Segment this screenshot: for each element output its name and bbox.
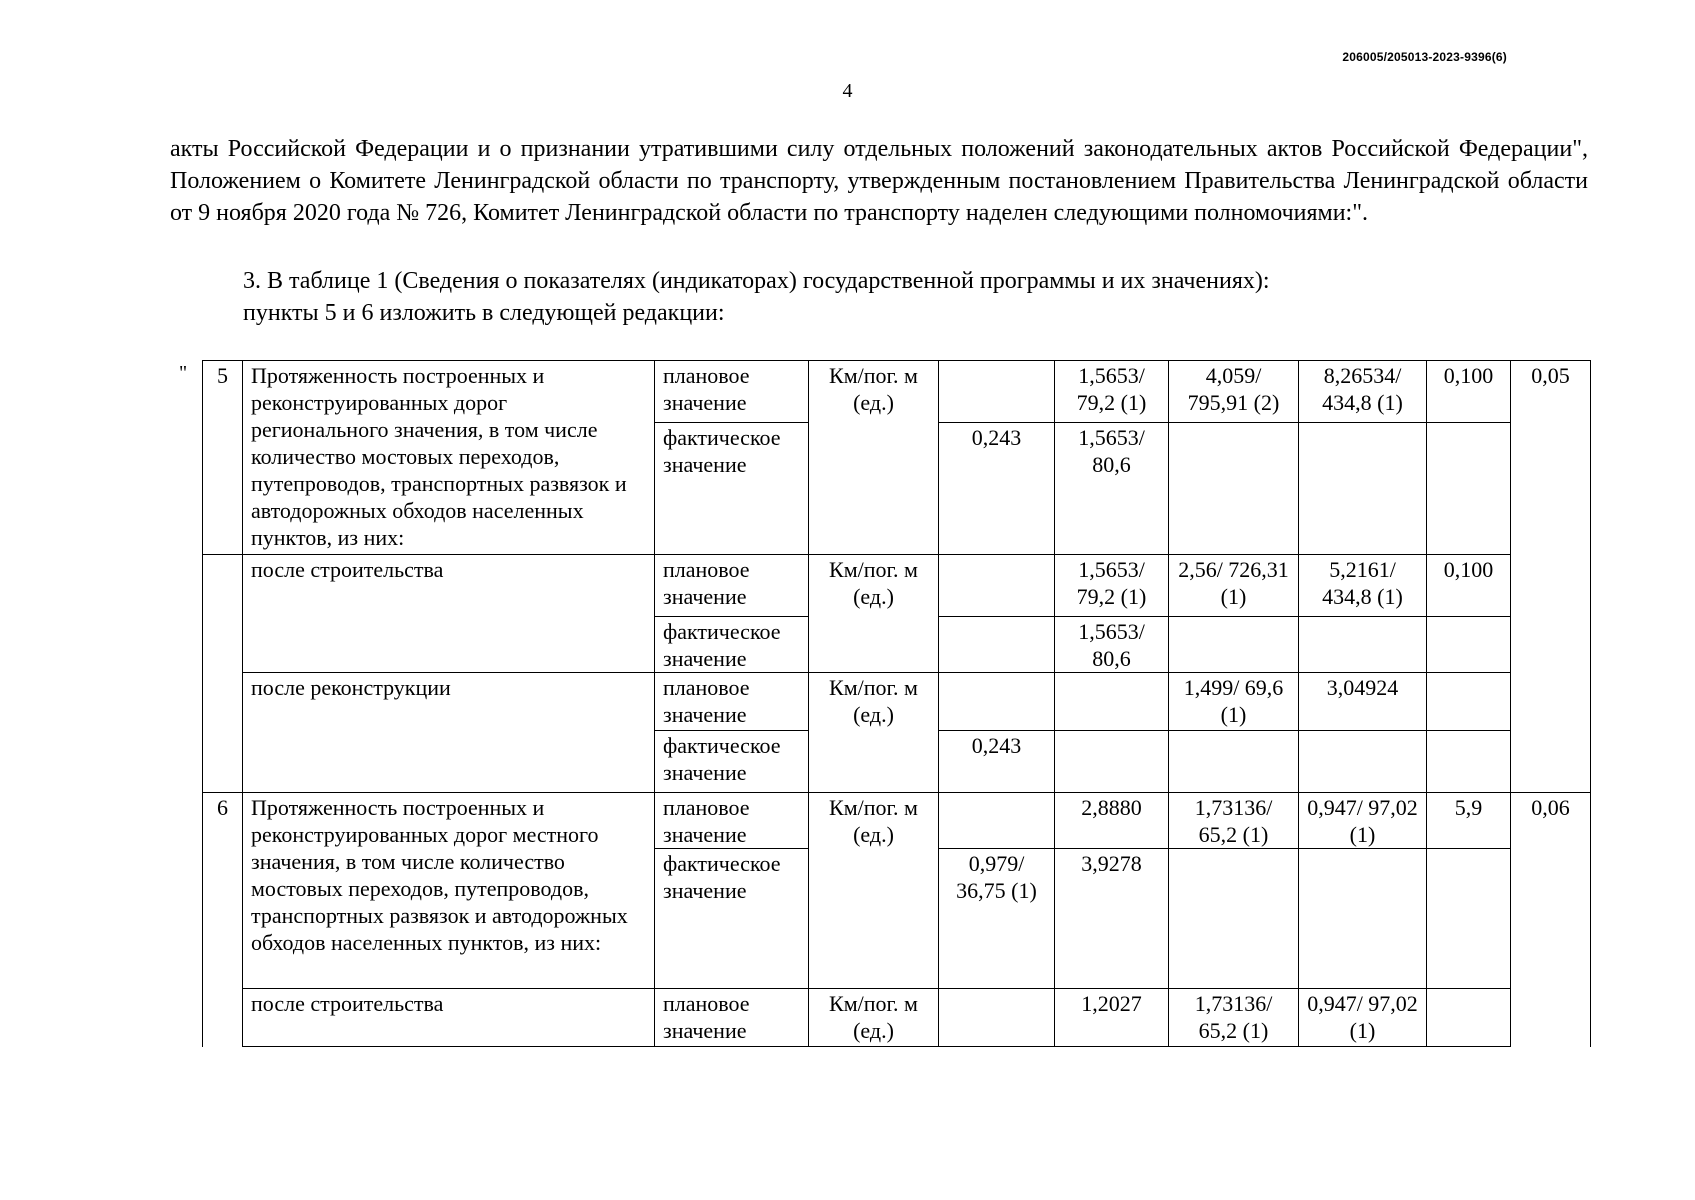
row-number: 6 (203, 793, 243, 1047)
value-type: фактическое значение (655, 849, 809, 989)
value-type: плановое значение (655, 555, 809, 617)
value-cell: 1,5653/ 79,2 (1) (1055, 555, 1169, 617)
value-cell: 1,5653/ 80,6 (1055, 423, 1169, 555)
value-cell: 2,8880 (1055, 793, 1169, 849)
value-cell: 0,947/ 97,02 (1) (1299, 793, 1427, 849)
item3-line2: пункты 5 и 6 изложить в следующей редакции: (243, 300, 725, 326)
value-cell (939, 793, 1055, 849)
value-cell (1299, 617, 1427, 673)
value-type: фактическое значение (655, 423, 809, 555)
value-cell: 1,5653/ 80,6 (1055, 617, 1169, 673)
value-cell: 0,06 (1511, 793, 1591, 1047)
value-type: плановое значение (655, 989, 809, 1047)
row-number-empty (203, 555, 243, 793)
value-cell: 1,2027 (1055, 989, 1169, 1047)
value-cell: 0,979/ 36,75 (1) (939, 849, 1055, 989)
indicator-name: после строительства (243, 989, 655, 1047)
table-row (203, 361, 1591, 423)
value-cell: 1,499/ 69,6 (1) (1169, 673, 1299, 731)
body-paragraph (170, 133, 1588, 229)
value-cell (1427, 731, 1511, 793)
value-cell: 0,05 (1511, 361, 1591, 793)
value-cell (1427, 423, 1511, 555)
indicator-name: Протяженность построенных и реконструированных дорог местного значения, в том числе количество мостовых переходов, путепроводов, транспортных развязок и автодорожных обходов населенных пунктов, из них: (243, 793, 655, 989)
value-cell: 1,73136/ 65,2 (1) (1169, 793, 1299, 849)
page-number: 4 (842, 80, 853, 102)
value-cell (1427, 673, 1511, 731)
value-cell (1427, 617, 1511, 673)
indicators-table (202, 360, 1591, 1047)
value-cell (1055, 731, 1169, 793)
value-cell (1299, 423, 1427, 555)
value-cell: 2,56/ 726,31 (1) (1169, 555, 1299, 617)
value-cell (1169, 731, 1299, 793)
value-cell (939, 361, 1055, 423)
paragraph-text: акты Российской Федерации и о признании утратившими силу отдельных положений законодательных актов Российской Федерации", Положением о Комитете Ленинградской области по транспорту, утвержденным постановлением Правительства Ленинградской области от 9 ноября 2020 года № 726, Комитет Ленинградской области по транспорту наделен следующими полномочиями:". (170, 136, 1588, 226)
value-cell: 0,243 (939, 423, 1055, 555)
value-cell: 1,5653/ 79,2 (1) (1055, 361, 1169, 423)
value-cell (1169, 423, 1299, 555)
value-cell: 0,947/ 97,02 (1) (1299, 989, 1427, 1047)
value-cell: 5,2161/ 434,8 (1) (1299, 555, 1427, 617)
value-cell (1427, 849, 1511, 989)
opening-quote: " (179, 362, 188, 384)
value-type: фактическое значение (655, 731, 809, 793)
value-cell: 0,243 (939, 731, 1055, 793)
unit: Км/пог. м (ед.) (809, 555, 939, 673)
value-cell: 1,73136/ 65,2 (1) (1169, 989, 1299, 1047)
value-cell: 3,04924 (1299, 673, 1427, 731)
value-cell (1299, 849, 1427, 989)
value-cell: 4,059/ 795,91 (2) (1169, 361, 1299, 423)
value-cell (1169, 617, 1299, 673)
document-number: 206005/205013-2023-9396(6) (1342, 50, 1507, 64)
indicator-name: после реконструкции (243, 673, 655, 793)
value-type: фактическое значение (655, 617, 809, 673)
value-cell (1055, 673, 1169, 731)
item3-line1: 3. В таблице 1 (Сведения о показателях (индикаторах) государственной программы и их значениях): (243, 268, 1270, 294)
value-cell (1169, 849, 1299, 989)
unit: Км/пог. м (ед.) (809, 989, 939, 1047)
indicator-name: Протяженность построенных и реконструированных дорог регионального значения, в том числе количество мостовых переходов, путепроводов, транспортных развязок и автодорожных обходов населенных пунктов, из них: (243, 361, 655, 555)
row-number: 5 (203, 361, 243, 555)
table-row (203, 555, 1591, 617)
value-type: плановое значение (655, 673, 809, 731)
value-cell (939, 555, 1055, 617)
unit: Км/пог. м (ед.) (809, 361, 939, 555)
table-row (203, 989, 1591, 1047)
value-cell: 8,26534/ 434,8 (1) (1299, 361, 1427, 423)
indicator-name: после строительства (243, 555, 655, 673)
value-cell: 5,9 (1427, 793, 1511, 849)
value-cell: 3,9278 (1055, 849, 1169, 989)
value-type: плановое значение (655, 793, 809, 849)
value-cell: 0,100 (1427, 361, 1511, 423)
value-cell: 0,100 (1427, 555, 1511, 617)
value-cell (939, 989, 1055, 1047)
value-cell (1427, 989, 1511, 1047)
value-cell (1299, 731, 1427, 793)
table-row (203, 793, 1591, 849)
table-row (203, 673, 1591, 731)
unit: Км/пог. м (ед.) (809, 793, 939, 989)
value-cell (939, 617, 1055, 673)
unit: Км/пог. м (ед.) (809, 673, 939, 793)
value-type: плановое значение (655, 361, 809, 423)
value-cell (939, 673, 1055, 731)
